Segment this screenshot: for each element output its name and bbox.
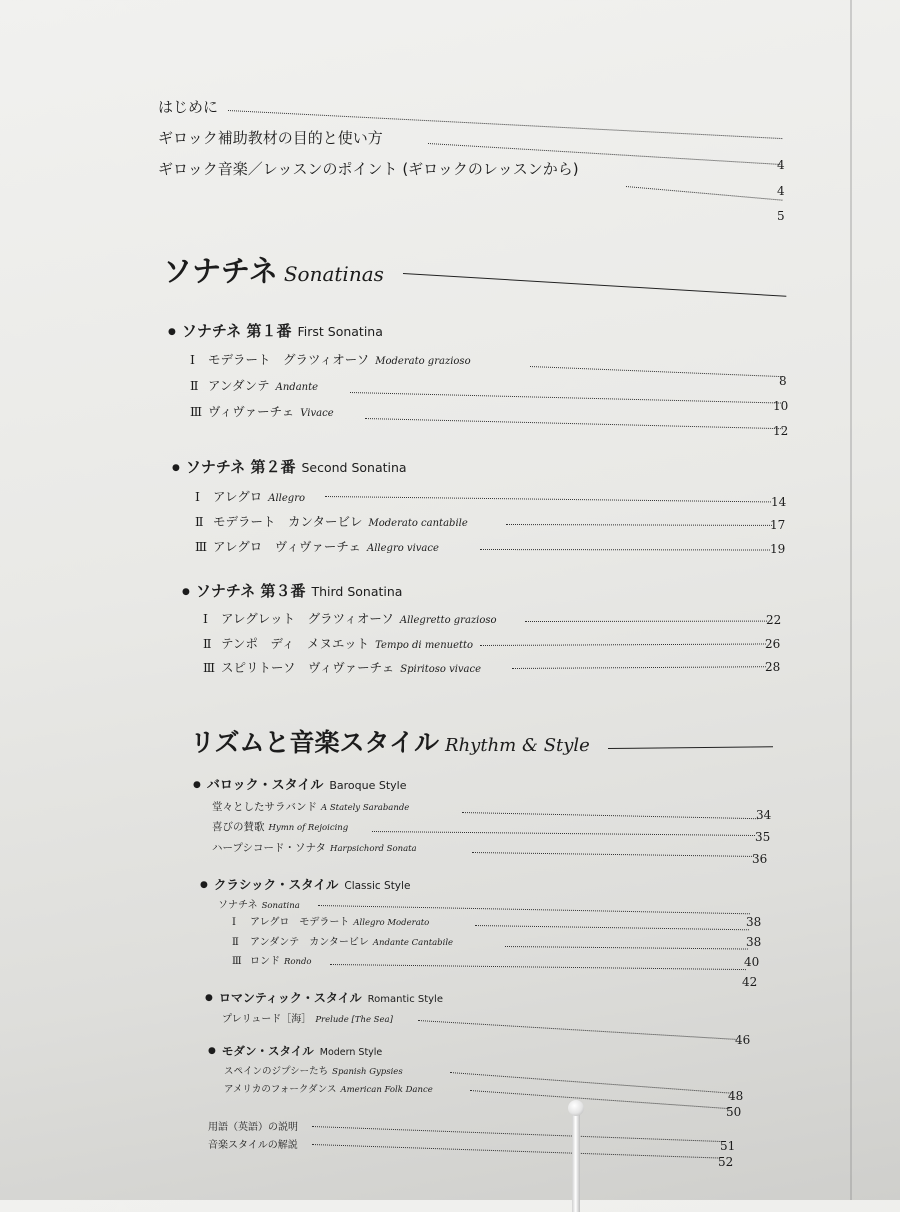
toc-item: Ⅰ モデラート グラツィオーソ Moderato grazioso — [190, 352, 471, 367]
toc-item: Ⅱ モデラート カンタービレ Moderato cantabile — [195, 514, 468, 529]
toc-entry-lesson-points: ギロック音楽／レッスンのポイント (ギロックのレッスンから) — [158, 160, 579, 178]
toc-item: アメリカのフォークダンス American Folk Dance — [224, 1084, 433, 1095]
page-number: 50 — [726, 1105, 742, 1119]
heading-rule — [608, 746, 773, 749]
page-number: 36 — [752, 852, 768, 866]
leader-line — [525, 621, 767, 622]
group-second-sonatina: ● ソナチネ 第２番 Second Sonatina — [172, 456, 407, 477]
page-number: 38 — [746, 915, 762, 929]
page-number: 19 — [770, 542, 786, 556]
leader-line — [330, 964, 746, 970]
group-romantic-style: ● ロマンティック・スタイル Romantic Style — [205, 989, 443, 1006]
leader-line — [506, 524, 772, 526]
toc-entry-purpose: ギロック補助教材の目的と使い方 — [158, 129, 383, 147]
leader-line — [418, 1020, 735, 1040]
section-heading-sonatinas: ソナチネ Sonatinas — [163, 254, 384, 288]
toc-entry-glossary: 用語（英語）の説明 — [208, 1122, 298, 1133]
page-number: 14 — [771, 495, 787, 509]
page-number: 4 — [777, 158, 785, 172]
leader-line — [450, 1072, 731, 1094]
leader-line — [312, 1126, 722, 1142]
group-classic-style: ● クラシック・スタイル Classic Style — [200, 875, 410, 893]
toc-item: スペインのジプシーたち Spanish Gypsies — [224, 1066, 403, 1077]
page-number: 38 — [746, 935, 762, 949]
leader-line — [530, 366, 783, 377]
group-modern-style: ● モダン・スタイル Modern Style — [208, 1043, 382, 1059]
leader-line — [505, 946, 748, 950]
page-number: 5 — [777, 209, 785, 223]
page-number: 35 — [755, 830, 771, 844]
toc-item: プレリュード［海］ Prelude [The Sea] — [222, 1014, 393, 1025]
stylus-pointer — [565, 1100, 587, 1200]
page-number: 8 — [779, 374, 787, 388]
stylus-knob — [568, 1100, 584, 1116]
leader-line — [312, 1144, 720, 1159]
leader-line — [350, 392, 783, 404]
heading-rule — [403, 273, 786, 297]
toc-item: ハープシコード・ソナタ Harpsichord Sonata — [212, 842, 417, 854]
toc-item: Ⅲ ヴィヴァーチェ Vivace — [190, 404, 334, 419]
page-number: 40 — [744, 955, 760, 969]
page-number: 34 — [756, 808, 772, 822]
toc-item: Ⅲ ロンド Rondo — [232, 956, 312, 967]
group-baroque-style: ● バロック・スタイル Baroque Style — [193, 774, 407, 793]
toc-item: Ⅰ アレグレット グラツィオーソ Allegretto grazioso — [203, 611, 497, 626]
section-heading-rhythm-style: リズムと音楽スタイル Rhythm & Style — [190, 728, 590, 757]
toc-item: Ⅰ アレグロ モデラート Allegro Moderato — [232, 917, 430, 928]
page-number: 48 — [728, 1089, 744, 1103]
page-number: 4 — [777, 184, 785, 198]
toc-item: 喜びの賛歌 Hymn of Rejoicing — [212, 821, 349, 833]
toc-subheading-sonatina: ソナチネ Sonatina — [218, 900, 300, 911]
toc-item: Ⅲ アレグロ ヴィヴァーチェ Allegro vivace — [195, 539, 439, 554]
toc-entry-intro: はじめに — [158, 98, 219, 116]
leader-line — [626, 186, 782, 201]
leader-line — [480, 549, 770, 551]
page-number: 10 — [773, 399, 789, 413]
leader-line — [480, 644, 766, 646]
page-number: 28 — [765, 660, 781, 674]
page-number: 12 — [773, 424, 789, 438]
group-first-sonatina: ● ソナチネ 第１番 First Sonatina — [168, 320, 383, 341]
page-number: 26 — [765, 637, 781, 651]
leader-line — [372, 831, 755, 836]
leader-line — [365, 418, 783, 429]
toc-item: Ⅱ アンダンテ カンタービレ Andante Cantabile — [232, 937, 454, 948]
page-number: 42 — [742, 975, 758, 989]
page-number: 17 — [770, 518, 786, 532]
toc-item: 堂々としたサラバンド A Stately Sarabande — [212, 801, 410, 813]
leader-line — [472, 852, 754, 857]
leader-line — [512, 666, 766, 669]
page-spine-shadow — [850, 0, 852, 1200]
stylus-shaft — [572, 1112, 580, 1212]
toc-item: Ⅱ テンポ ディ メヌエット Tempo di menuetto — [203, 636, 474, 651]
toc-entry-style-notes: 音楽スタイルの解説 — [208, 1140, 298, 1151]
leader-line — [325, 496, 771, 502]
toc-item: Ⅲ スピリトーソ ヴィヴァーチェ Spiritoso vivace — [203, 660, 482, 675]
toc-item: Ⅰ アレグロ Allegro — [195, 489, 306, 504]
toc-item: Ⅱ アンダンテ Andante — [190, 378, 319, 393]
leader-line — [470, 1090, 729, 1109]
page-number: 52 — [718, 1155, 734, 1169]
group-third-sonatina: ● ソナチネ 第３番 Third Sonatina — [182, 580, 402, 601]
leader-line — [475, 925, 749, 930]
page-number: 46 — [735, 1033, 751, 1047]
leader-line — [462, 812, 758, 819]
page-number: 22 — [766, 613, 782, 627]
page-number: 51 — [720, 1139, 736, 1153]
